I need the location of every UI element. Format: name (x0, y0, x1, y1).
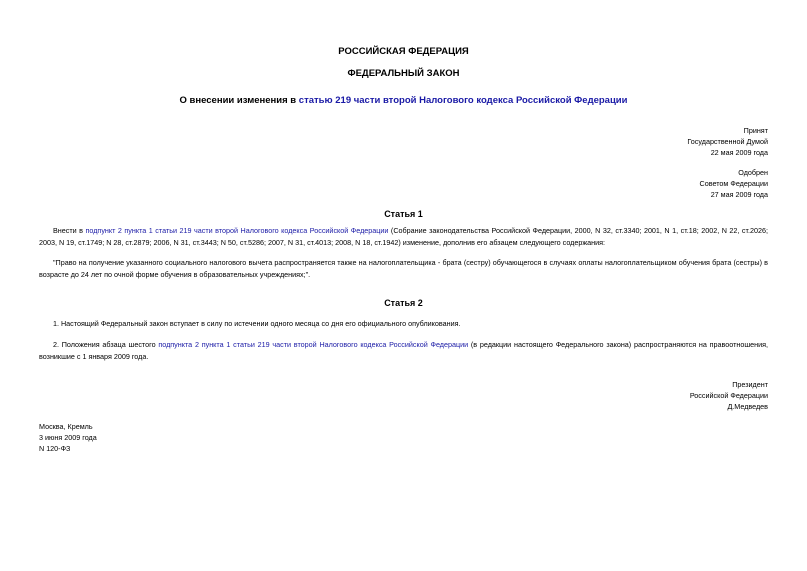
approval-line: Одобрен (738, 168, 768, 177)
law-title (0, 95, 807, 107)
adoption-line: 22 мая 2009 года (710, 148, 768, 157)
article-2-p2-prefix: 2. Положения абзаца шестого (53, 340, 159, 349)
article-2-p2-suffix: (в редакции настоящего Федерального закона) распространяются на правоотношения, возникшие с 1 января 2009 года. (39, 340, 768, 361)
footer-line: 3 июня 2009 года (39, 433, 97, 442)
article-1-paragraph-2: "Право на получение указанного социального налогового вычета распространяется также на налогоплательщика - брата (сестру) обучающегося в случаях оплаты налогоплательщиком обучения брата (сестры) в возрасте до 24 лет по очной форме обучения в образовательных учреждениях;". (39, 258, 768, 279)
footer-line: N 120-ФЗ (39, 444, 71, 453)
article-1-paragraph-1 (39, 225, 768, 248)
article-1-p1-link[interactable]: подпункт 2 пункта 1 статьи 219 части второй Налогового кодекса Российской Федерации (85, 226, 389, 235)
article-2-paragraph-1: 1. Настоящий Федеральный закон вступает в силу по истечении одного месяца со дня его официального опубликования. (53, 319, 461, 328)
law-type-heading: ФЕДЕРАЛЬНЫЙ ЗАКОН (347, 68, 460, 79)
article-2-p2-link[interactable]: подпункта 2 пункта 1 статьи 219 части второй Налогового кодекса Российской Федерации (158, 340, 469, 349)
article-1-heading: Статья 1 (384, 209, 423, 219)
footer-block (39, 421, 97, 454)
law-title-prefix: О внесении изменения в (179, 95, 299, 106)
approval-line: 27 мая 2009 года (710, 190, 768, 199)
article-1-p1-prefix: Внести в (53, 226, 86, 235)
article-2-paragraph-2 (39, 339, 768, 362)
adoption-line: Принят (743, 126, 768, 135)
adoption-block (687, 125, 768, 158)
country-heading: РОССИЙСКАЯ ФЕДЕРАЦИЯ (338, 46, 469, 57)
approval-block (700, 167, 768, 200)
approval-line: Советом Федерации (699, 179, 768, 188)
adoption-line: Государственной Думой (687, 137, 768, 146)
footer-line: Москва, Кремль (39, 422, 93, 431)
law-title-link[interactable]: статью 219 части второй Налогового кодекса Российской Федерации (298, 95, 628, 106)
signature-line: Д.Медведев (727, 402, 768, 411)
signature-line: Президент (732, 380, 768, 389)
article-2-heading: Статья 2 (384, 298, 423, 308)
signature-block (690, 379, 768, 412)
article-1-p1-suffix: (Собрание законодательства Российской Федерации, 2000, N 32, ст.3340; 2001, N 1, ст.18; 2002, N 22, ст.2026; 2003, N 19, ст.1749; N 28, ст.2879; 2006, N 31, ст.3443; N 50, ст.5286; 2007, N 31, ст.4013; 2008, N 18, ст.1942) изменение, дополнив его абзацем следующего содержания: (39, 226, 768, 247)
signature-line: Российской Федерации (689, 391, 768, 400)
